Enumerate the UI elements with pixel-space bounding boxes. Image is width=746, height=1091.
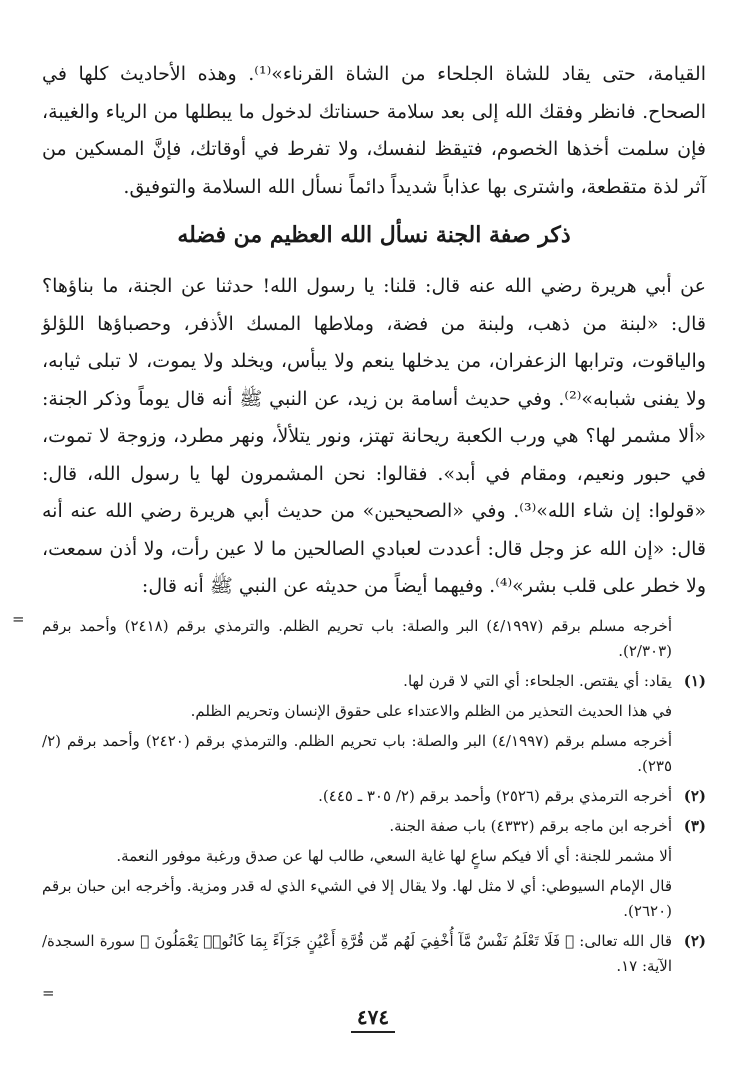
- continuation-mark: =: [12, 609, 25, 628]
- footnote-text: قال الله تعالى: ﴿ فَلَا تَعْلَمُ نَفْسٌ مَّآ أُخْفِيَ لَهُم مِّن قُرَّةِ أَعْيُنٍ جَزَآءً بِمَا كَانُوا۟ يَعْمَلُونَ ﴾ سورة السجدة/ الآية: ١٧.: [42, 931, 672, 975]
- footnote-text: أخرجه مسلم برقم (٤/١٩٩٧) البر والصلة: باب تحريم الظلم. والترمذي برقم (٢٤٢٠) وأحمد برقم (٢/ ٢٣٥).: [42, 731, 672, 775]
- footnote-item: [42, 729, 706, 779]
- footnote-number: [672, 699, 706, 724]
- footnote-item: [42, 669, 706, 694]
- intro-paragraph: القيامة، حتى يقاد للشاة الجلحاء من الشاة القرناء»⁽¹⁾. وهذه الأحاديث كلها في الصحاح. فانظر وفقك الله إلى بعد سلامة حسناتك لدخول ما يبطلها من الرياء والغيبة، فإن سلمت أخذها الخصوم، فتيقظ لنفسك، ولا تفرط في أوقاتك، فإنَّ المسكين من آثر لذة متقطعة، واشترى بها عذاباً شديداً دائماً نسأل الله السلامة والتوفيق.: [42, 63, 706, 198]
- footnote-text: قال الإمام السيوطي: أي لا مثل لها. ولا يقال إلا في الشيء الذي له قدر ومزية. وأخرجه ابن حبان برقم (٢٦٢٠).: [42, 876, 672, 920]
- footnote-number: [672, 844, 706, 869]
- body-text: [42, 56, 706, 606]
- footnote-number: (١): [683, 671, 706, 690]
- footnote-item: [42, 614, 706, 664]
- footnote-text: أخرجه ابن ماجه برقم (٤٣٣٢) باب صفة الجنة.: [389, 816, 672, 835]
- page-number: [0, 1005, 746, 1029]
- footnote-item: [42, 814, 706, 839]
- main-paragraph: عن أبي هريرة رضي الله عنه قال: قلنا: يا رسول الله! حدثنا عن الجنة، ما بناؤها؟ قال: «لبنة من ذهب، ولبنة من فضة، وملاطها المسك الأذفر، وحصباؤها اللؤلؤ والياقوت، وترابها الزعفران، من يدخلها ينعم ولا يبأس، ويخلد ولا يموت، لا تبلى ثيابه، ولا يفنى شبابه»⁽²⁾. وفي حديث أسامة بن زيد، عن النبي ﷺ أنه قال يوماً وذكر الجنة: «ألا مشمر لها؟ هي ورب الكعبة ريحانة تهتز، ونور يتلألأ، ونهر مطرد، وزوجة لا تموت، في حبور ونعيم، ومقام في أبد». فقالوا: نحن المشمرون لها يا رسول الله، قال: «قولوا: إن شاء الله»⁽³⁾. وفي «الصحيحين» من حديث أبي هريرة رضي الله عنه أنه قال: «إن الله عز وجل قال: أعددت لعبادي الصالحين ما لا عين رأت، ولا أذن سمعت، ولا خطر على قلب بشر»⁽⁴⁾. وفيهما أيضاً من حديثه عن النبي ﷺ أنه قال:: [42, 275, 706, 597]
- footnote-end-mark: =: [42, 983, 55, 1002]
- footnote-area: [12, 606, 706, 1002]
- page-content: [12, 56, 706, 1002]
- footnote-number: (٣): [683, 816, 706, 835]
- footnote-text: في هذا الحديث التحذير من الظلم والاعتداء على حقوق الإنسان وتحريم الظلم.: [190, 701, 672, 720]
- footnote-text: أخرجه الترمذي برقم (٢٥٢٦) وأحمد برقم (٢/ ٣٠٥ ـ ٤٤٥).: [318, 786, 672, 805]
- footnote-text: يقاد: أي يقتص. الجلحاء: أي التي لا قرن لها.: [403, 671, 672, 690]
- footnote-item: [42, 784, 706, 809]
- footnote-text: ألا مشمر للجنة: أي ألا فيكم ساعٍ لها غاية السعي، طالب لها عن صدق ورغبة موفور النعمة.: [116, 846, 672, 865]
- footnote-item: [42, 699, 706, 724]
- footnote-item: [42, 874, 706, 924]
- footnote-number: [672, 874, 706, 924]
- footnotes-list: [42, 606, 706, 979]
- footnote-number: [672, 729, 706, 779]
- footnote-text: أخرجه مسلم برقم (٤/١٩٩٧) البر والصلة: باب تحريم الظلم. والترمذي برقم (٢٤١٨) وأحمد برقم (٢/٣٠٣).: [42, 616, 672, 660]
- footnote-item: [42, 929, 706, 979]
- page-number-value: ٤٧٤: [351, 1005, 395, 1033]
- footnote-item: [42, 844, 706, 869]
- section-heading: ذكر صفة الجنة نسأل الله العظيم من فضله: [177, 222, 571, 248]
- footnote-number: (٢): [683, 931, 706, 950]
- footnote-number: (٢): [683, 786, 706, 805]
- footnote-number: [672, 614, 706, 664]
